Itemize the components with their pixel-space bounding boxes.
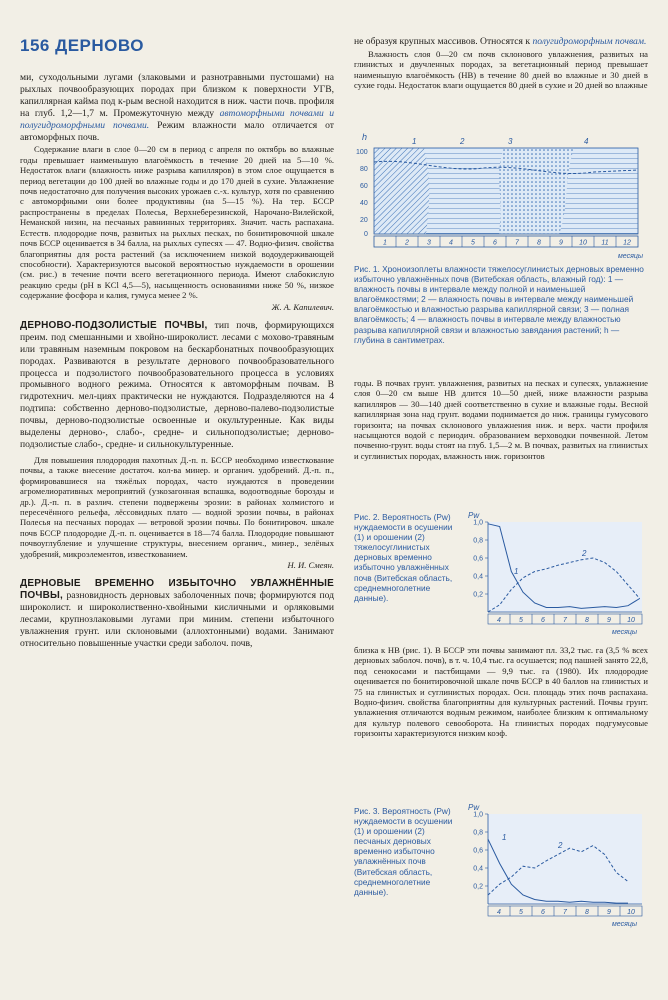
month-tick: 10: [627, 909, 635, 916]
month-tick: 9: [607, 617, 611, 624]
series-label-2: 2: [558, 841, 563, 850]
y-tick-label: 0,8: [473, 829, 483, 837]
month-tick: 8: [585, 909, 589, 916]
author-signature: Ж. А. Капилевич.: [271, 301, 334, 312]
y-tick: 60: [360, 183, 368, 190]
author-signature: Н. И. Смеян.: [287, 559, 334, 570]
month-tick: 10: [579, 239, 587, 247]
figure-2-chart: [462, 508, 648, 636]
y-tick: 100: [356, 149, 368, 156]
page-header: [20, 36, 144, 56]
y-tick: 20: [360, 217, 368, 224]
y-axis-label: Pw: [468, 803, 480, 812]
article-heading: ДЕРНОВЫЕ ВРЕМЕННО ИЗБЫТОЧНО УВЛАЖНЁННЫЕ ПОЧВЫ,: [20, 578, 334, 602]
month-tick: 7: [563, 617, 567, 624]
zone-4: [499, 148, 574, 234]
month-strip: [374, 236, 638, 247]
month-tick: 9: [607, 909, 611, 916]
right-column-top: [354, 36, 648, 92]
y-tick: 40: [360, 200, 368, 207]
month-tick: 7: [563, 909, 567, 916]
month-tick: 8: [585, 617, 589, 624]
paragraph: Влажность слоя 0—20 см почв склонового увлажнения, развитых на глинистых и двучленных породах, за вегетационный период превышает наименьшую влагоёмкость (НВ) в течение 80 дней во влажные и 30 дней в сухие годы. Недостаток влаги ощущается 80 дней в сухие и 20 дней во влажные: [354, 48, 648, 91]
cross-reference[interactable]: полугидроморфным почвам.: [532, 36, 647, 47]
month-tick: 6: [493, 239, 497, 247]
month-tick: 9: [559, 239, 563, 247]
y-tick-label: 0,6: [473, 847, 483, 855]
y-axis-label: Pw: [468, 511, 480, 520]
zone-2b: [559, 148, 638, 234]
figure-3-chart: [462, 800, 648, 928]
month-tick: 10: [627, 617, 635, 624]
month-tick: 3: [427, 239, 431, 247]
left-column: [20, 72, 334, 651]
plot-area: [488, 814, 642, 904]
zone-1: [374, 148, 429, 234]
article-heading: ДЕРНОВО-ПОДЗОЛИСТЫЕ ПОЧВЫ,: [20, 319, 208, 331]
month-tick: 6: [541, 617, 545, 624]
figure-2-caption: Рис. 2. Вероятность (Pw) нуждаемости в осушении (1) и орошении (2) тяжелосуглинистых дерновых временно избыточно увлажнённых почв (Витебская область, среднемноголетние данные).: [354, 512, 453, 603]
x-unit: месяцы: [612, 629, 638, 636]
figure-1-chronoisopleths: [354, 128, 648, 260]
series-label-1: 1: [514, 567, 519, 576]
page-number: 156: [20, 36, 50, 55]
y-tick-label: 1,0: [473, 811, 483, 819]
y-tick: 0: [364, 231, 368, 238]
month-tick: 8: [537, 239, 541, 247]
marker-1: 1: [412, 137, 417, 146]
y-tick-label: 0,4: [473, 865, 483, 873]
plot-area: [488, 522, 642, 612]
paragraph: не образуя крупных массивов. Относятся к полугидроморфным почвам.: [354, 36, 647, 47]
x-unit: месяцы: [612, 921, 638, 928]
y-axis-label: h: [362, 132, 368, 142]
y-tick: 80: [360, 166, 368, 173]
y-tick-label: 0,8: [473, 537, 483, 545]
month-tick: 2: [405, 239, 409, 247]
marker-3: 3: [508, 137, 513, 146]
month-tick: 4: [449, 239, 453, 247]
month-tick: 5: [519, 617, 523, 624]
marker-4: 4: [584, 137, 589, 146]
right-column-mid: [354, 378, 648, 462]
y-ticks: [356, 149, 368, 238]
paragraph: годы. В почвах грунт. увлажнения, развитых на песках и супесях, увлажнение слоя 0—20 см выше НВ длится 10—50 дней, ниже влажности разрыва капилляров — 30—140 дней соответственно в сухие и влажные годы. Весной капиллярная зона над грунт. водами поднимается до ниж. границы гумусового горизонта; на почвах склонового увлажнения ниж. и верх. части профиля насыщаются водой с периодич. образованием верховодки почвенной. Летом почвенно-грунт. воды стоят на глуб. 1,5—2 м. В почвах, развитых на глинистых и суглинистых породах, влажность ниж. горизонтов: [354, 378, 648, 461]
month-tick: 1: [383, 239, 387, 247]
right-column-after-fig2: [354, 645, 648, 740]
article-dernovye-vremenno: ДЕРНОВЫЕ ВРЕМЕННО ИЗБЫТОЧНО УВЛАЖНЁННЫЕ ПОЧВЫ, разновидность дерновых заболоченных почв; формируются под широколист. и широколиственно-хвойными кисличными и орляковыми лесами, крупнозлаковыми лугами при миним. степени избыточного увлажнения грунт. или склоновыми (аллохтонными) водами. Занимают относительно повышенные участки среди заболоч. почв,: [20, 578, 335, 649]
figure-3-caption: Рис. 3. Вероятность (Pw) нуждаемости в осушении (1) и орошении (2) песчаных дерновых временно избыточно увлажнённых почв (Витебская область, среднемноголетние данные).: [354, 806, 453, 897]
paragraph: Содержание влаги в слое 0—20 см в период с апреля по октябрь во влажные годы превышает наименьшую влагоёмкость в течение 20 дней на 5—10 %. Недостаток влаги (влажность ниже разрыва капилляров) в этом слое ощущается в период вегетации до 100 дней во влажные годы и до 170 дней в сухие. Увлажнение почв недостаточно для получения высоких урожаев с.-х. культур, хотя по сравнению с автоморфными они более продуктивны (на 5—15 %). На тер. БССР распространены в пределах Полесья, Верхнеберезинской, Нарочано-Вилейской, Неманской низин, на песчаных равнинных территориях. Значит. часть распахана. Естеств. плодородие почв, развитых на рыхлых песках, по бонитировочной шкале почв БССР оценивается в 34 балла, на рыхлых супесях — 47. Водно-физич. свойства благоприятны для роста растений (за исключением низкой водоудерживающей способности). Характеризуются высокой вероятностью нуждаемости в орошении (см. рис.) в течение почти всего вегетационного периода. Имеют слабокислую реакцию среды (pH в KCl 4,5—5), насыщенность основаниями ниже 50 %, низкое содержание фосфора и калия, гумуса менее 2 %.: [20, 144, 334, 301]
paragraph: Для повышения плодородия пахотных Д.-п. п. БССР необходимо известкование почвы, а также внесение достаточ. кол-ва минер. и органич. удобрений. Д.-п. п., формировавшиеся на тяжёлых породах, часто нуждаются в проведении агромелиоративных мероприятий (узкозагонная вспашка, водоотводные борозды и др.). Д.-п. п. в различ. степени подвержены эрозии: в районах холмистого и пересечённого рельефа, лёссовидных плато — водной эрозии почвы, в районах Полесья на песчаных породах — ветровой эрозии почвы. По бонитировоч. шкале почв БССР плодородие Д.-п. п. оценивается в 18—74 балла. Плодородие повышают почвоуглубление и улучшение структуры, внесением органич., минер., зелёных удобрений, микроэлементов, известкованием.: [20, 454, 334, 559]
month-tick: 7: [515, 239, 519, 247]
y-tick-label: 1,0: [473, 519, 483, 527]
x-unit: месяцы: [618, 253, 644, 260]
marker-2: 2: [460, 137, 465, 146]
month-tick: 11: [601, 239, 609, 247]
article-dernovo-podzolistye: ДЕРНОВО-ПОДЗОЛИСТЫЕ ПОЧВЫ, тип почв, формирующихся преим. под смешанными и хвойно-широколист. лесами с мохово-травяным или травяным наземным покровом на бескарбонатных почвообразующих породах. Развиваются в результате дернового почвообразовательного процесса и подзолистого почвообразовательного процесса в условиях промывного водного режима. Относятся к автоморфным почвам. В гидротехнич. мел-циях практически не нуждаются. Подразделяются на 4 подтипа: собственно дерново-подзолистые, дерново-палево-подзолистые почвы, дерново-подзолистые освоенные и окультуренные. Как виды выделены дерново-, слабо-, средне- и сильноподзолистые; дерново-подзолистые слабо-, средне- и сильнокультуренные.: [20, 319, 334, 450]
paragraph: близка к НВ (рис. 1). В БССР эти почвы занимают пл. 33,2 тыс. га (3,5 % всех дерновых заболоч. почв), в т. ч. 10,4 тыс. га осушается; под пашней занято 22,8, под сенокосами и пастбищами — 9,9 тыс. га (1980). Их плодородие оценивается по бонитировочной шкале почв БССР в 40 баллов на глинистых и 75 на глинистых и суглинистых породах. Осн. площадь этих почв распахана. Водно-физич. свойства благоприятны для культурных растений. Почвы грунт. увлажнения отличаются водным режимом, наиболее близким к оптимальному для культур полевого севооборота. На глинистых породах подгумусовые горизонты характеризуются низким коэф.: [354, 645, 648, 739]
y-tick-label: 0,6: [473, 555, 483, 563]
paragraph: ми, суходольными лугами (злаковыми и разнотравными пустошами) на рыхлых почвообразующих породах при близком к поверхности УГВ, капиллярная кайма под к-рым весной находится в ниж. части почв. профиля на глуб. 1,2—1,7 м. Промежуточную между автоморфными почвами и полугидроморфными почвами. Режим влажности мало отличается от автоморфных почв.: [20, 72, 335, 143]
month-tick: 4: [497, 909, 501, 916]
month-tick: 4: [497, 617, 501, 624]
running-head: ДЕРНОВО: [55, 36, 144, 55]
y-tick-label: 0,2: [473, 883, 483, 891]
y-tick-label: 0,4: [473, 573, 483, 581]
month-tick: 5: [471, 239, 475, 247]
series-label-1: 1: [502, 833, 507, 842]
month-tick: 6: [541, 909, 545, 916]
y-tick-label: 0,2: [473, 591, 483, 599]
cross-reference[interactable]: автоморфными почвами и полугидроморфными почвами.: [20, 107, 335, 131]
zone-2: [424, 148, 504, 234]
series-label-2: 2: [582, 549, 587, 558]
month-tick: 5: [519, 909, 523, 916]
figure-1-caption: Рис. 1. Хроноизоплеты влажности тяжелосуглинистых дерновых временно избыточно увлажнённых почв (Витебская область, влажный год): 1 — влажность почвы в интервале между полной и наименьшей влагоёмкостями; 2 — влажность почвы в интервале между наименьшей влагоёмкостью и влажностью разрыва капиллярной связи; 3 — полная влагоёмкость; 4 — влажность почвы в интервале между влажностью разрыва капиллярной связи и влажностью завядания растений; h — глубина в сантиметрах.: [354, 264, 644, 345]
month-tick: 12: [623, 239, 631, 247]
